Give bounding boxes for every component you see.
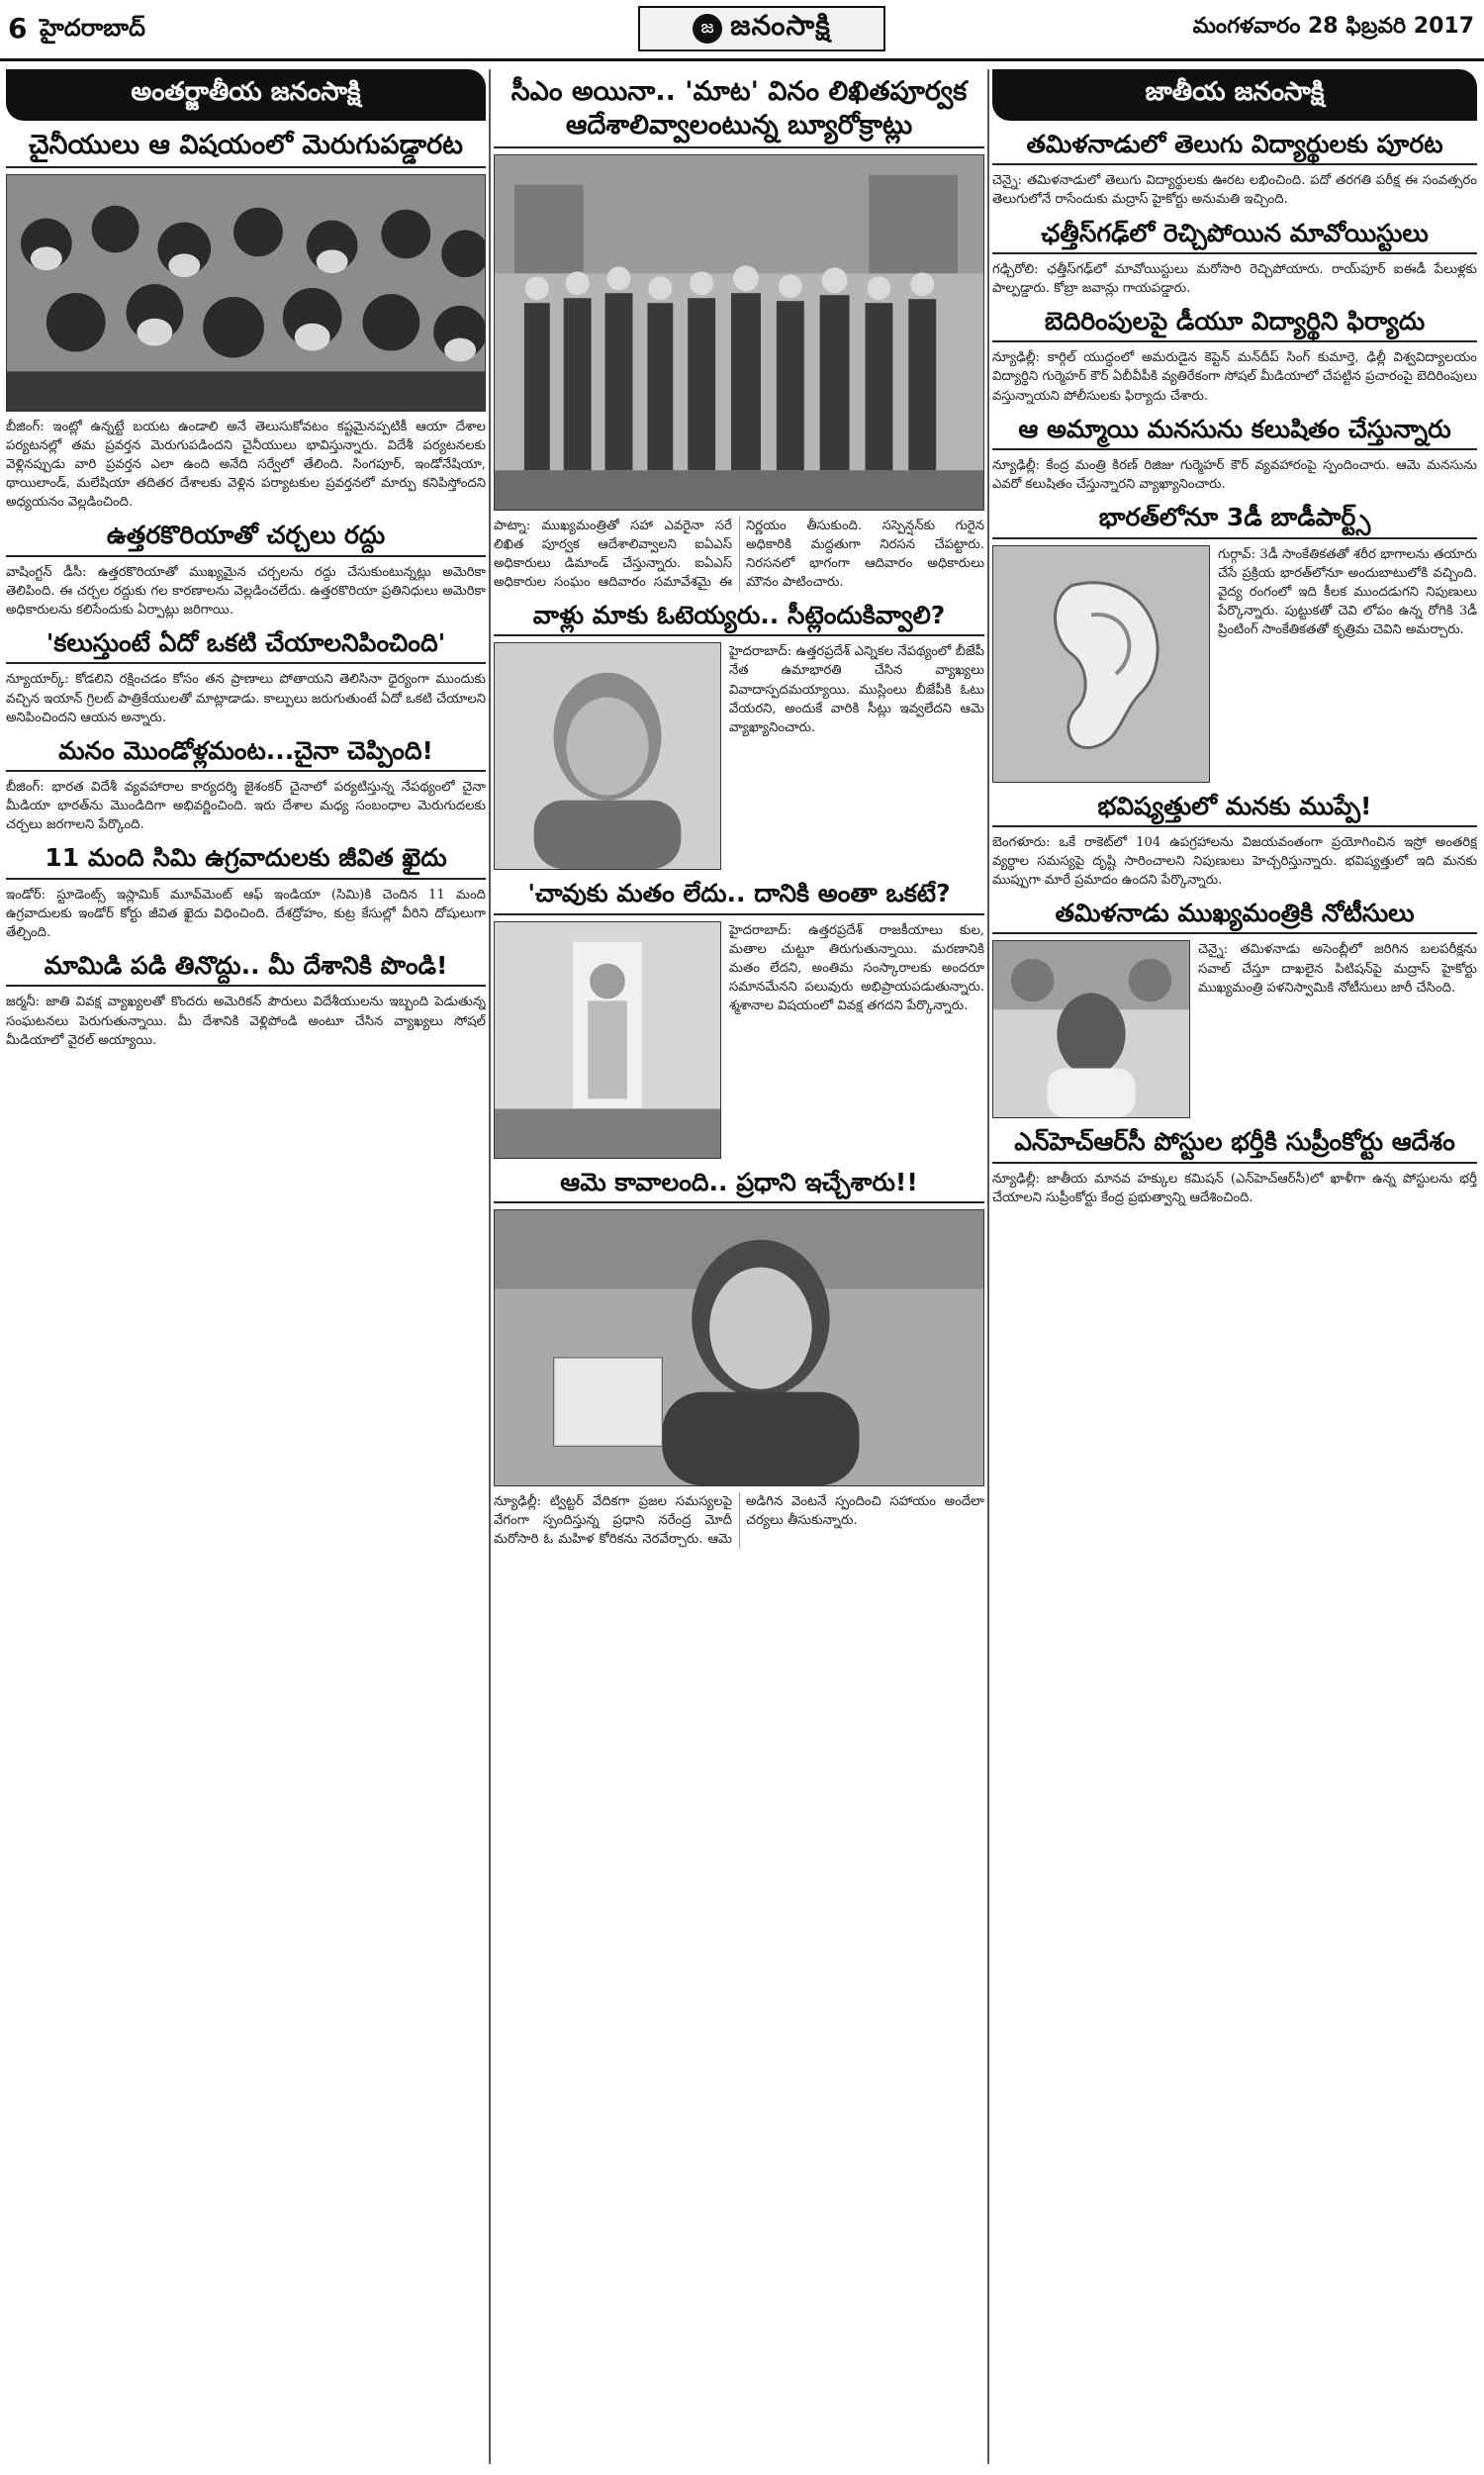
page-number: 6 <box>8 12 28 45</box>
article <box>992 414 1477 495</box>
article-body: హైదరాబాద్: ఉత్తరప్రదేశ్ ఎన్నికల నేపథ్యంలో బీజేపీ నేత ఉమాభారతి చేసిన వ్యాఖ్యలు వివాదాస్పదమయ్యాయి. ముస్లింలు బీజేపీకి ఓటు వేయరని, అందుకే వారికి సీట్లు ఇవ్వలేదని ఆమె వ్యాఖ్యానించారు. <box>729 644 984 735</box>
article-body: చెన్నై: తమిళనాడులో తెలుగు విద్యార్థులకు ఊరట లభించింది. పదో తరగతి పరీక్ష ఈ సంవత్సరం తెలుగులోనే రాసేందుకు మద్రాస్ హైకోర్టు అనుమతి ఇచ్చింది. <box>992 173 1477 208</box>
article-body: న్యూఢిల్లీ: ట్విట్టర్ వేదికగా ప్రజల సమస్యలపై వేగంగా స్పందిస్తున్న ప్రధాని నరేంద్ర మోదీ మరోసారి ఓ మహిళ కోరికను నెరవేర్చారు. ఆమె అడిగిన వెంటనే స్పందించి సహాయం అందేలా చర్యలు తీసుకున్నారు. <box>494 1493 984 1548</box>
national-column <box>992 69 1477 2464</box>
article-headline: ఉత్తరకొరియాతో చర్చలు రద్దు <box>6 520 486 556</box>
article-body: న్యూఢిల్లీ: కార్గిల్ యుద్ధంలో అమరుడైన కెప్టెన్ మన్‌దీప్ సింగ్ కుమార్తె, ఢిల్లీ విశ్వవిద్యాలయం విద్యార్థిని గుర్మెహర్ కౌర్ ఏబీవీపీకి వ్యతిరేకంగా సోషల్ మీడియాలో చేపట్టిన ప్రచారంపై బెదిరింపులు వస్తున్నాయని పోలీసులకు ఫిర్యాదు చేశారు. <box>992 350 1477 404</box>
article <box>494 75 984 592</box>
issue-date: మంగళవారం 28 ఫిబ్రవరి 2017 <box>1192 14 1474 39</box>
article-headline: భారత్‌లోనూ 3డీ బాడీపార్ట్స్ <box>992 502 1477 538</box>
middle-column <box>494 69 984 2464</box>
article <box>6 627 486 727</box>
article-headline: సీఎం అయినా.. 'మాట' వినం లిఖితపూర్వక ఆదేశాలివ్వాలంటున్న బ్యూరోక్రాట్లు <box>494 75 984 148</box>
ear-photo <box>992 545 1210 783</box>
article <box>6 129 486 512</box>
article-headline: 'చావుకు మతం లేదు.. దానికి అంతా ఒకటే? <box>494 878 984 914</box>
masthead-logo <box>638 6 885 51</box>
cremation-photo <box>494 921 721 1159</box>
article-headline: 'కలుస్తుంటే ఏదో ఒకటి చేయాలనిపించింది' <box>6 627 486 664</box>
article <box>494 600 984 870</box>
article-body: ఇండోర్: స్టూడెంట్స్ ఇస్లామిక్ మూవ్‌మెంట్ ఆఫ్ ఇండియా (సిమి)కి చెందిన 11 మంది ఉగ్రవాదులకు ఇండోర్ కోర్టు జీవిత ఖైదు విధించింది. దేశద్రోహం, కుట్ర కేసుల్లో వీరిని దోషులుగా తేల్చింది. <box>6 887 486 940</box>
masthead-title: జనంసాక్షి <box>730 9 831 42</box>
article-headline: ఆమె కావాలంది.. ప్రధాని ఇచ్చేశారు!! <box>494 1167 984 1203</box>
article-headline: చైనీయులు ఆ విషయంలో మెరుగుపడ్డారట <box>6 129 486 168</box>
article-headline: తమిళనాడులో తెలుగు విద్యార్థులకు పూరట <box>992 129 1477 165</box>
article-body: న్యూఢిల్లీ: జాతీయ మానవ హక్కుల కమిషన్ (ఎన్‌హెచ్‌ఆర్‌సీ)లో ఖాళీగా ఉన్న పోస్టులను భర్తీ చేయాలని సుప్రీంకోర్టు కేంద్ర ప్రభుత్వాన్ని ఆదేశించింది. <box>992 1171 1477 1205</box>
article-headline: 11 మంది సిమి ఉగ్రవాదులకు జీవిత ఖైదు <box>6 842 486 879</box>
article-headline: తమిళనాడు ముఖ్యమంత్రికి నోటీసులు <box>992 898 1477 934</box>
article-body: జర్మనీ: జాతి వివక్ష వ్యాఖ్యలతో కొందరు అమెరికన్ పౌరులు విదేశీయులను ఇబ్బంది పెడుతున్న సంఘటనలు పెరుగుతున్నాయి. మీ దేశానికి వెళ్లిపోండి అంటూ చేసిన వ్యాఖ్యలు సోషల్ మీడియాలో వైరల్ అయ్యాయి. <box>6 995 486 1048</box>
article <box>992 129 1477 210</box>
article <box>992 502 1477 782</box>
edition-city: హైదరాబాద్ <box>40 14 145 42</box>
article-body: హైదరాబాద్: ఉత్తరప్రదేశ్ రాజకీయాలు కుల, మతాల చుట్టూ తిరుగుతున్నాయి. మరణానికి మతం లేదని, అంతిమ సంస్కారాలకు అందరూ సమానమేనని పలువురు అభిప్రాయపడుతున్నారు. శ్మశానాల విషయంలో వివక్ష తగదని పేర్కొన్నారు. <box>729 922 984 1014</box>
article-body: గఢ్చిరోలి: ఛత్తీస్‌గఢ్‌లో మావోయిస్టులు మరోసారి రెచ్చిపోయారు. రాయ్‌పూర్ ఐఈడీ పేలుళ్లకు పాల్పడ్డారు. కోబ్రా జవాన్లు గాయపడ్డారు. <box>992 261 1477 296</box>
article <box>992 218 1477 299</box>
article <box>6 842 486 942</box>
portrait-photo <box>494 642 721 870</box>
article <box>992 306 1477 406</box>
article-body: న్యూయార్క్: కోడలిని రక్షించడం కోసం తన ప్రాణాలు పోతాయని తెలిసినా ధైర్యంగా ముందుకు వచ్చిన ఇయాన్ గ్రిలట్ పాత్రికేయులతో మాట్లాడాడు. కాల్పులు జరుగుతుంటే ఏదో ఒకటి చేయాలని అనిపించిందని ఆయన అన్నారు. <box>6 672 486 725</box>
article <box>6 950 486 1050</box>
article <box>6 735 486 835</box>
article-body: బెంగళూరు: ఒకే రాకెట్‌లో 104 ఉపగ్రహాలను విజయవంతంగా ప్రయోగించిన ఇస్రో అంతరిక్ష వ్యర్థాల సమస్యపై దృష్టి సారించాలని నిపుణులు హెచ్చరిస్తున్నారు. భవిష్యత్తులో ఇది మనకు ముప్పుగా మారే ప్రమాదం ఉందని పేర్కొన్నారు. <box>992 834 1477 889</box>
article-headline: మనం మొండోళ్లమంట...చైనా చెప్పింది! <box>6 735 486 772</box>
article <box>6 520 486 619</box>
article <box>992 898 1477 1118</box>
article-body: న్యూఢిల్లీ: కేంద్ర మంత్రి కిరణ్ రిజిజు గుర్మెహర్ కౌర్ వ్యవహారంపై స్పందించారు. ఆమె మనసును ఎవరో కలుషితం చేస్తున్నారని వ్యాఖ్యానించారు. <box>992 457 1477 493</box>
article-body: బీజింగ్: భారత విదేశీ వ్యవహారాల కార్యదర్శి జైశంకర్ చైనాలో పర్యటిస్తున్న నేపథ్యంలో చైనా మీడియా భారత్‌ను మొండిదిగా అభివర్ణించింది. ఇరు దేశాల మధ్య సంబంధాల మెరుగుదలకు చర్చలు జరగాలని పేర్కొంది. <box>6 780 486 833</box>
article <box>992 1126 1477 1207</box>
article-body: పాట్నా: ముఖ్యమంత్రితో సహా ఎవరైనా సరే లిఖిత పూర్వక ఆదేశాలివ్వాలని ఐఏఎస్ అధికారులు డిమాండ్ చేస్తున్నారు. ఐఏఎస్ అధికారుల సంఘం ఆదివారం సమావేశమై ఈ నిర్ణయం తీసుకుంది. సస్పెన్షన్‌కు గురైన అధికారికి మద్దతుగా నిరసన చేపట్టారు. నిరసనలో భాగంగా ఆదివారం అధికారులు మౌనం పాటించారు. <box>494 518 984 590</box>
article-headline: ఎన్‌హెచ్‌ఆర్‌సీ పోస్టుల భర్తీకి సుప్రీంకోర్టు ఆదేశం <box>992 1126 1477 1163</box>
logo-icon: జ <box>693 14 722 44</box>
article-headline: భవిష్యత్తులో మనకు ముప్పే! <box>992 791 1477 827</box>
column-divider <box>489 69 491 2464</box>
article <box>992 791 1477 891</box>
article <box>494 1167 984 1550</box>
column-divider <box>987 69 989 2464</box>
article-headline: వాళ్లు మాకు ఓటెయ్యరు.. సీట్లెందుకివ్వాలి? <box>494 600 984 636</box>
chief-minister-photo <box>992 940 1190 1118</box>
page-header <box>0 0 1484 61</box>
article-headline: బెదిరింపులపై డీయూ విద్యార్థిని ఫిర్యాదు <box>992 306 1477 342</box>
article-headline: మామిడి పడి తినొద్దు.. మీ దేశానికి పొండి! <box>6 950 486 987</box>
article-headline: ఛత్తీస్‌గఢ్‌లో రెచ్చిపోయిన మావోయిస్టులు <box>992 218 1477 254</box>
article <box>494 878 984 1158</box>
officials-photo <box>494 154 984 511</box>
woman-photo <box>494 1209 984 1486</box>
crowd-photo <box>6 174 486 412</box>
section-banner: జాతీయ జనంసాక్షి <box>992 69 1477 121</box>
article-body: గుర్గావ్: 3డీ సాంకేతికతతో శరీర భాగాలను తయారు చేసే ప్రక్రియ భారత్‌లోనూ అందుబాటులోకి వచ్చింది. వైద్య రంగంలో ఇది కీలక ముందడుగని నిపుణులు పేర్కొన్నారు. పుట్టుకతో చెవి లోపం ఉన్న రోగికి 3డీ ప్రింటింగ్ సాంకేతికతతో కృత్రిమ చెవిని అమర్చారు. <box>1218 546 1477 638</box>
international-column <box>6 69 486 2464</box>
article-body: బీజింగ్: ఇంట్లో ఉన్నట్టే బయట ఉండాలి అనే తెలుసుకోవటం కష్టమైనప్పటికీ ఆయా దేశాల పర్యటనల్లో తమ ప్రవర్తన మెరుగుపడిందని చైనీయులు భావిస్తున్నారు. విదేశీ పర్యటనలకు వెళ్లినప్పుడు వారి ప్రవర్తన ఎలా ఉంది అనేది సర్వేలో తేలింది. సింగపూర్, ఇండోనేషియా, థాయిలాండ్, మలేషియా తదితర దేశాలకు వెళ్లిన పర్యాటకుల ప్రవర్తనలో మార్పు కనిపిస్తోందని అధ్యయనం వెల్లడించింది. <box>6 419 486 511</box>
article-body: వాషింగ్టన్ డీసీ: ఉత్తరకొరియాతో ముఖ్యమైన చర్చలను రద్దు చేసుకుంటున్నట్లు అమెరికా తెలిపింది. ఈ చర్చల రద్దుకు గల కారణాలను వెల్లడించలేదు. ఉత్తరకొరియా ప్రతినిధులు అమెరికా అధికారులను కలిసేందుకు ఏర్పాట్లు జరిగాయి. <box>6 564 486 618</box>
article-body: చెన్నై: తమిళనాడు అసెంబ్లీలో జరిగిన బలపరీక్షను సవాల్ చేస్తూ దాఖలైన పిటిషన్‌పై మద్రాస్ హైకోర్టు ముఖ్యమంత్రి పళనిస్వామికి నోటీసులు జారీ చేసింది. <box>1198 942 1477 996</box>
section-banner: అంతర్జాతీయ జనంసాక్షి <box>6 69 486 121</box>
article-headline: ఆ అమ్మాయి మనసును కలుషితం చేస్తున్నారు <box>992 414 1477 450</box>
